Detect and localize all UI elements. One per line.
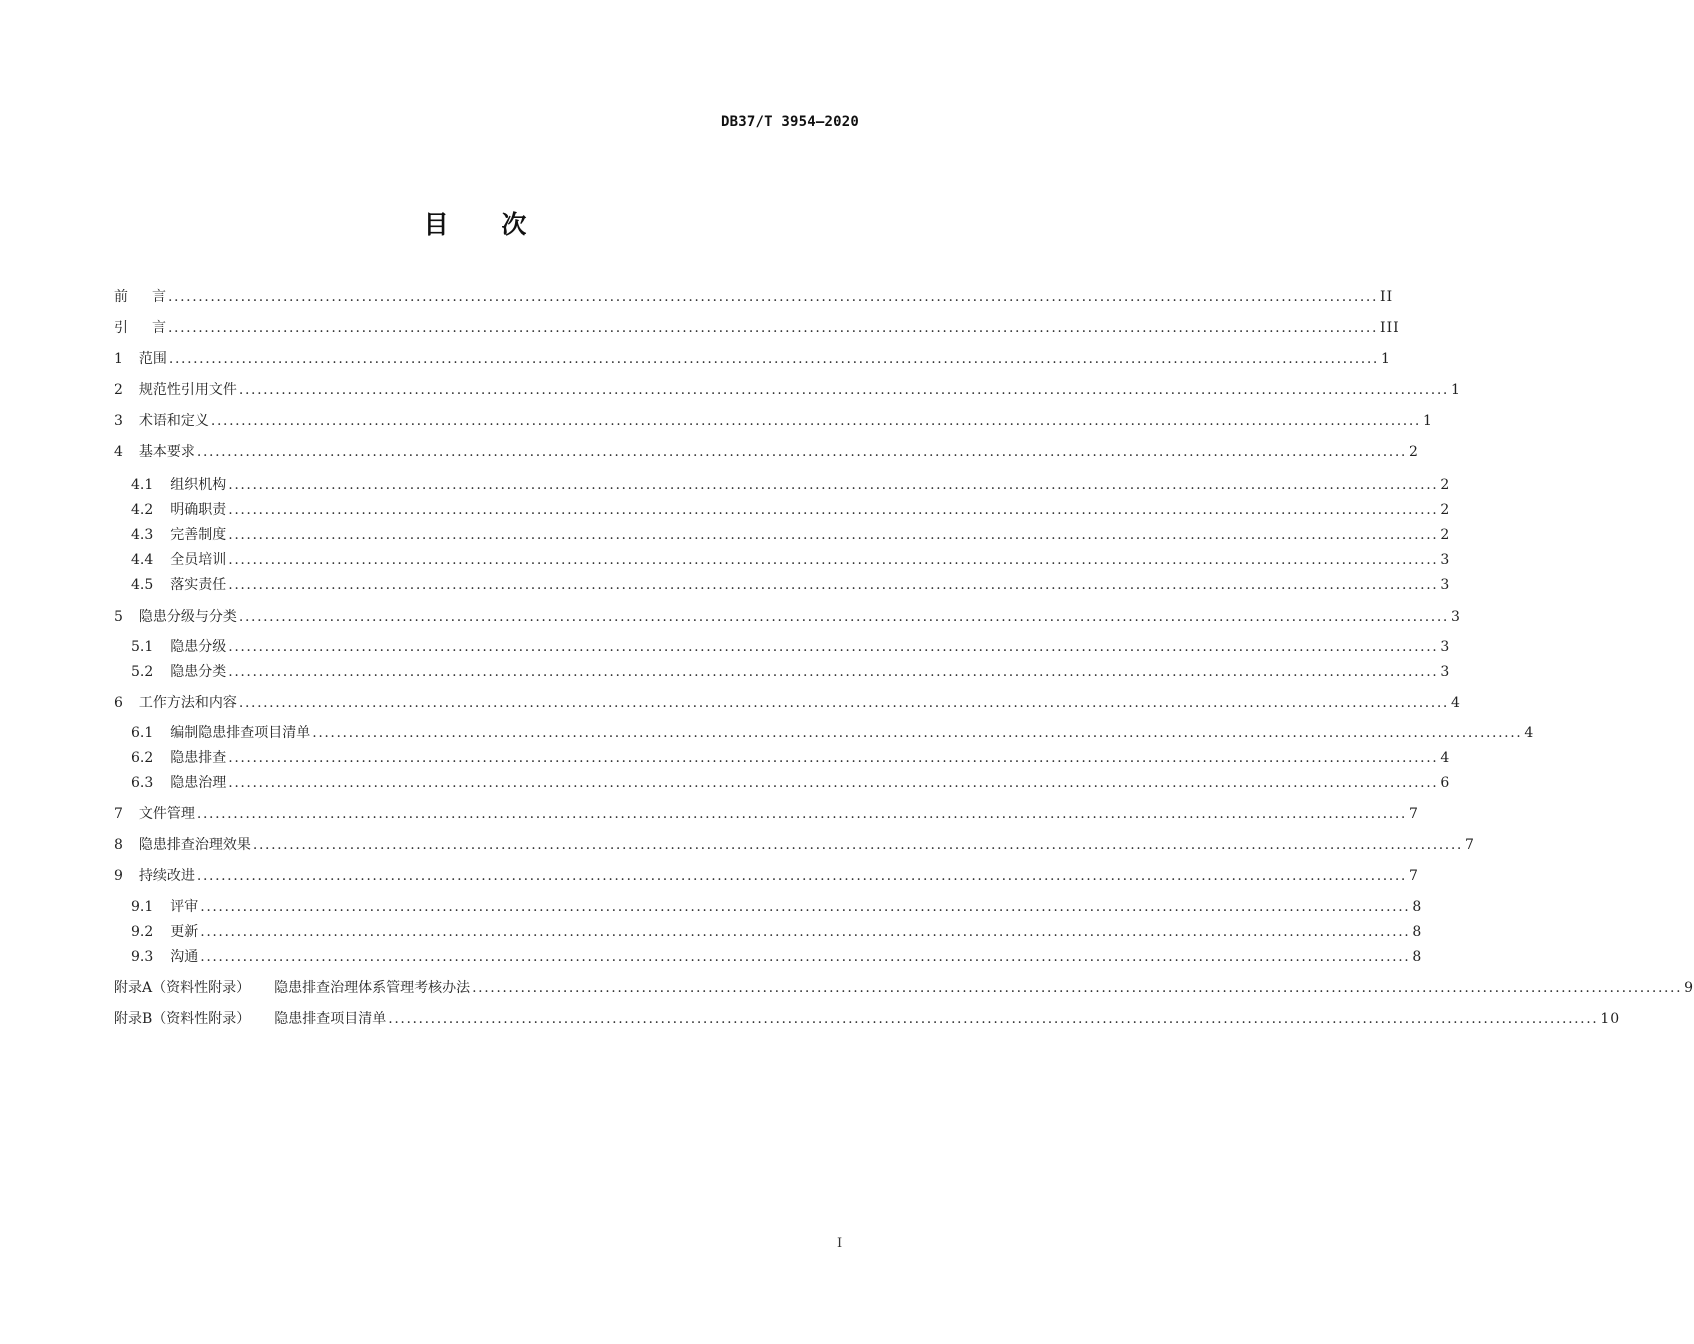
toc-entry-title: 沟通 [170, 949, 199, 965]
toc-entry-page: 1 [1380, 351, 1391, 367]
toc-entry-title: 规范性引用文件 [138, 382, 237, 398]
toc-entry-title: 基本要求 [138, 444, 195, 460]
toc-entry-page: 1 [1450, 382, 1461, 398]
toc-entry-number: 5.1 [131, 639, 154, 655]
toc-entry-number: 9.2 [131, 924, 154, 940]
toc-entry[interactable] [114, 865, 1419, 887]
toc-entry-title: 完善制度 [170, 527, 227, 543]
toc-entry-number: 4.5 [131, 577, 154, 593]
toc-entry[interactable] [114, 441, 1419, 463]
toc-leader-dots: ........................................................................................................................................................................................................ [228, 552, 1439, 568]
page-number: I [837, 1236, 843, 1251]
toc-leader-dots: ........................................................................................................................................................................................................ [228, 639, 1439, 655]
toc-entry[interactable] [131, 722, 1535, 744]
toc-entry[interactable] [131, 636, 1451, 658]
toc-entry[interactable] [114, 317, 1400, 339]
toc-entry-page: 7 [1464, 837, 1475, 853]
toc-entry-page: 4 [1450, 695, 1461, 711]
toc-entry-page: 4 [1524, 725, 1535, 741]
toc-entry-page: 7 [1408, 868, 1419, 884]
toc-entry-number: 5 [114, 609, 123, 625]
toc-entry-number: 9 [114, 868, 123, 884]
toc-entry[interactable] [114, 803, 1419, 825]
toc-leader-dots: ........................................................................................................................................................................................................ [168, 320, 1379, 336]
toc-entry[interactable] [114, 379, 1461, 401]
toc-entry-number: 引 [114, 320, 128, 336]
toc-entry[interactable] [114, 977, 1694, 999]
toc-entry-title: 编制隐患排查项目清单 [170, 725, 311, 741]
toc-leader-dots: ........................................................................................................................................................................................................ [196, 868, 1407, 884]
toc-entry[interactable] [131, 474, 1451, 496]
toc-leader-dots: ........................................................................................................................................................................................................ [472, 980, 1683, 996]
toc-entry-title: 文件管理 [138, 806, 195, 822]
toc-entry-title: 隐患分类 [170, 664, 227, 680]
toc-entry[interactable] [114, 692, 1461, 714]
toc-entry-title: 言 [152, 320, 166, 336]
toc-entry-number: 4.3 [131, 527, 154, 543]
toc-leader-dots: ........................................................................................................................................................................................................ [196, 806, 1407, 822]
toc-entry-number: 4.2 [131, 502, 154, 518]
toc-entry-title: 隐患排查治理体系管理考核办法 [274, 980, 471, 996]
toc-entry[interactable] [114, 834, 1475, 856]
toc-entry-page: 4 [1440, 750, 1451, 766]
toc-entry-number: 6.1 [131, 725, 154, 741]
toc-entry-page: 8 [1412, 949, 1423, 965]
toc-entry-title: 更新 [170, 924, 199, 940]
toc-entry-number: 前 [114, 289, 128, 305]
toc-entry-title: 隐患排查项目清单 [274, 1011, 387, 1027]
toc-entry-title: 隐患治理 [170, 775, 227, 791]
toc-entry-title: 隐患分级与分类 [138, 609, 237, 625]
toc-entry-title: 全员培训 [170, 552, 227, 568]
toc-entry[interactable] [131, 524, 1451, 546]
toc-leader-dots: ........................................................................................................................................................................................................ [388, 1011, 1599, 1027]
toc-leader-dots: ........................................................................................................................................................................................................ [228, 750, 1439, 766]
toc-entry-number: 6.2 [131, 750, 154, 766]
toc-entry-number: 4 [114, 444, 123, 460]
standard-code: DB37/T 3954—2020 [720, 114, 859, 130]
toc-entry-title: 组织机构 [170, 477, 227, 493]
toc-entry-title: 明确职责 [170, 502, 227, 518]
toc-leader-dots: ........................................................................................................................................................................................................ [228, 775, 1439, 791]
toc-entry-page: III [1380, 320, 1400, 336]
toc-entry[interactable] [131, 921, 1423, 943]
toc-entry-number: 7 [114, 806, 123, 822]
toc-leader-dots: ........................................................................................................................................................................................................ [238, 382, 1449, 398]
toc-leader-dots: ........................................................................................................................................................................................................ [228, 577, 1439, 593]
toc-entry-title: 评审 [170, 899, 199, 915]
toc-entry-number: 2 [114, 382, 123, 398]
toc-entry[interactable] [131, 549, 1451, 571]
toc-leader-dots: ........................................................................................................................................................................................................ [200, 949, 1411, 965]
toc-leader-dots: ........................................................................................................................................................................................................ [210, 413, 1421, 429]
toc-entry[interactable] [131, 772, 1451, 794]
toc-entry-page: 3 [1440, 577, 1451, 593]
toc-entry-title: 范围 [138, 351, 167, 367]
toc-entry-page: 8 [1412, 924, 1423, 940]
toc-entry-page: 10 [1600, 1011, 1621, 1027]
toc-entry-page: 1 [1422, 413, 1433, 429]
toc-entry-page: 2 [1440, 502, 1451, 518]
toc-entry-title: 隐患排查 [170, 750, 227, 766]
toc-leader-dots: ........................................................................................................................................................................................................ [200, 924, 1411, 940]
toc-entry-number: 附录A（资料性附录） [114, 980, 251, 996]
toc-entry-page: 6 [1440, 775, 1451, 791]
toc-entry[interactable] [114, 286, 1394, 308]
toc-entry-page: II [1380, 289, 1394, 305]
toc-entry-page: 3 [1440, 664, 1451, 680]
toc-entry-number: 9.1 [131, 899, 154, 915]
toc-entry-title: 言 [152, 289, 166, 305]
toc-entry[interactable] [131, 946, 1423, 968]
toc-entry-number: 5.2 [131, 664, 154, 680]
toc-leader-dots: ........................................................................................................................................................................................................ [168, 289, 1379, 305]
toc-entry-page: 2 [1440, 477, 1451, 493]
toc-entry-number: 9.3 [131, 949, 154, 965]
toc-title: 目 次 [423, 210, 549, 239]
toc-entry-title: 隐患分级 [170, 639, 227, 655]
toc-entry-number: 6.3 [131, 775, 154, 791]
toc-entry-title: 术语和定义 [138, 413, 209, 429]
toc-leader-dots: ........................................................................................................................................................................................................ [200, 899, 1411, 915]
toc-entry[interactable] [114, 606, 1461, 628]
toc-entry-page: 8 [1412, 899, 1423, 915]
toc-entry[interactable] [131, 574, 1451, 596]
toc-entry[interactable] [114, 348, 1391, 370]
toc-leader-dots: ........................................................................................................................................................................................................ [228, 502, 1439, 518]
toc-entry-title: 落实责任 [170, 577, 227, 593]
toc-entry-number: 附录B（资料性附录） [114, 1011, 251, 1027]
toc-entry-number: 3 [114, 413, 123, 429]
toc-leader-dots: ........................................................................................................................................................................................................ [228, 664, 1439, 680]
toc-entry[interactable] [114, 1008, 1621, 1030]
toc-entry-page: 2 [1408, 444, 1419, 460]
toc-leader-dots: ........................................................................................................................................................................................................ [196, 444, 1407, 460]
toc-entry-page: 9 [1684, 980, 1694, 996]
toc-leader-dots: ........................................................................................................................................................................................................ [312, 725, 1523, 741]
toc-entry[interactable] [131, 747, 1451, 769]
toc-entry[interactable] [131, 661, 1451, 683]
toc-entry-page: 3 [1440, 552, 1451, 568]
toc-entry-number: 1 [114, 351, 123, 367]
toc-leader-dots: ........................................................................................................................................................................................................ [228, 477, 1439, 493]
toc-entry-page: 3 [1450, 609, 1461, 625]
toc-entry-title: 工作方法和内容 [138, 695, 237, 711]
toc-entry-number: 6 [114, 695, 123, 711]
toc-leader-dots: ........................................................................................................................................................................................................ [168, 351, 1379, 367]
toc-leader-dots: ........................................................................................................................................................................................................ [238, 695, 1449, 711]
toc-entry[interactable] [114, 410, 1433, 432]
toc-entry-number: 4.1 [131, 477, 154, 493]
toc-entry-title: 隐患排查治理效果 [138, 837, 251, 853]
toc-leader-dots: ........................................................................................................................................................................................................ [252, 837, 1463, 853]
toc-leader-dots: ........................................................................................................................................................................................................ [228, 527, 1439, 543]
toc-entry-number: 4.4 [131, 552, 154, 568]
toc-entry[interactable] [131, 499, 1451, 521]
toc-leader-dots: ........................................................................................................................................................................................................ [238, 609, 1449, 625]
toc-entry-page: 7 [1408, 806, 1419, 822]
toc-entry-page: 3 [1440, 639, 1451, 655]
toc-entry-page: 2 [1440, 527, 1451, 543]
toc-entry-number: 8 [114, 837, 123, 853]
toc-entry[interactable] [131, 896, 1423, 918]
toc-entry-title: 持续改进 [138, 868, 195, 884]
